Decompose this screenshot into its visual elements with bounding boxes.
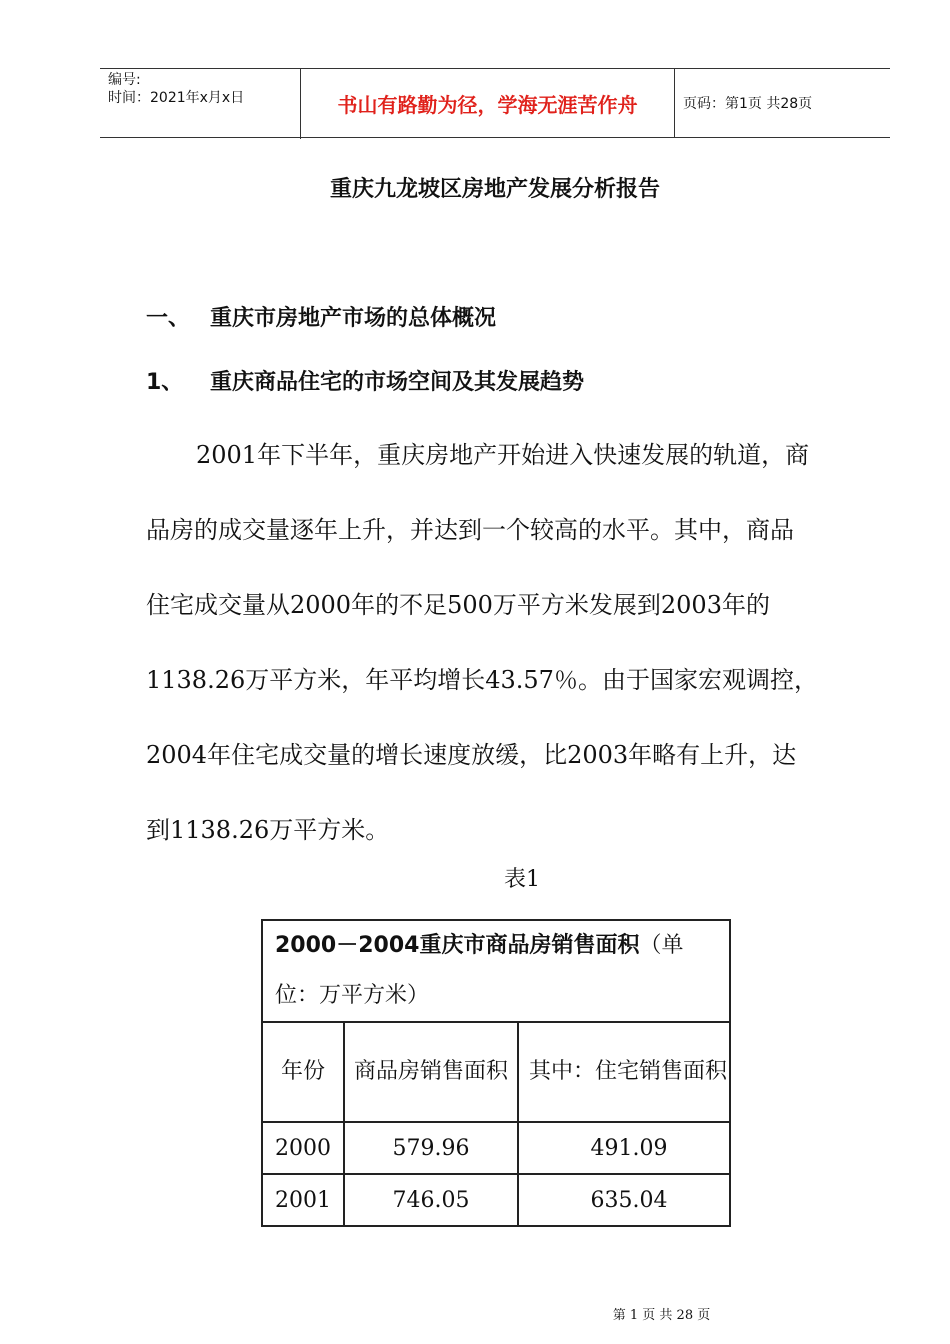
header-residential: 其中：住宅销售面积 xyxy=(518,1022,730,1122)
cell-residential: 635.04 xyxy=(518,1174,730,1226)
time-label: 时间：2021年x月x日 xyxy=(108,90,245,106)
section-number: 一、 xyxy=(146,306,191,331)
body-paragraph xyxy=(146,418,858,868)
table-unit: （单位：万平方米） xyxy=(275,933,684,1008)
cell-year: 2000 xyxy=(262,1122,344,1174)
section-heading-1 xyxy=(146,301,496,332)
subsection-heading-1-1 xyxy=(146,365,584,396)
table-title-cell xyxy=(262,920,730,1022)
table-caption: 表1 xyxy=(504,867,540,892)
paragraph-line: 品房的成交量逐年上升，并达到一个较高的水平。其中，商品 xyxy=(146,516,794,544)
header-page-info: 页码：第1页 共28页 xyxy=(683,96,813,112)
page-footer: 第 1 页 共 28 页 xyxy=(612,1308,711,1323)
paragraph-line: 1138.26万平方米，年平均增长43.57％。由于国家宏观调控， xyxy=(146,666,818,694)
paragraph-line: 到1138.26万平方米。 xyxy=(146,816,390,844)
paragraph-line: 2004年住宅成交量的增长速度放缓，比2003年略有上升，达 xyxy=(146,741,797,769)
header-meta xyxy=(100,69,301,139)
cell-year: 2001 xyxy=(262,1174,344,1226)
page-header xyxy=(100,68,890,138)
sales-area-table xyxy=(261,919,731,1227)
header-motto: 书山有路勤为径，学海无涯苦作舟 xyxy=(301,69,675,137)
cell-total: 579.96 xyxy=(344,1122,518,1174)
subsection-number: 1、 xyxy=(146,370,184,395)
table-title: 2000－2004重庆市商品房销售面积 xyxy=(275,933,640,958)
cell-total: 746.05 xyxy=(344,1174,518,1226)
section-text: 重庆市房地产市场的总体概况 xyxy=(210,306,497,331)
document-title: 重庆九龙坡区房地产发展分析报告 xyxy=(329,177,660,202)
header-total: 商品房销售面积 xyxy=(344,1022,518,1122)
serial-label: 编号: xyxy=(108,72,141,88)
paragraph-line: 住宅成交量从2000年的不足500万平方米发展到2003年的 xyxy=(146,591,770,619)
cell-residential: 491.09 xyxy=(518,1122,730,1174)
table-row xyxy=(262,1122,730,1174)
header-year: 年份 xyxy=(262,1022,344,1122)
paragraph-line: 2001年下半年，重庆房地产开始进入快速发展的轨道，商 xyxy=(196,441,810,469)
table-row xyxy=(262,1174,730,1226)
subsection-text: 重庆商品住宅的市场空间及其发展趋势 xyxy=(210,370,585,395)
